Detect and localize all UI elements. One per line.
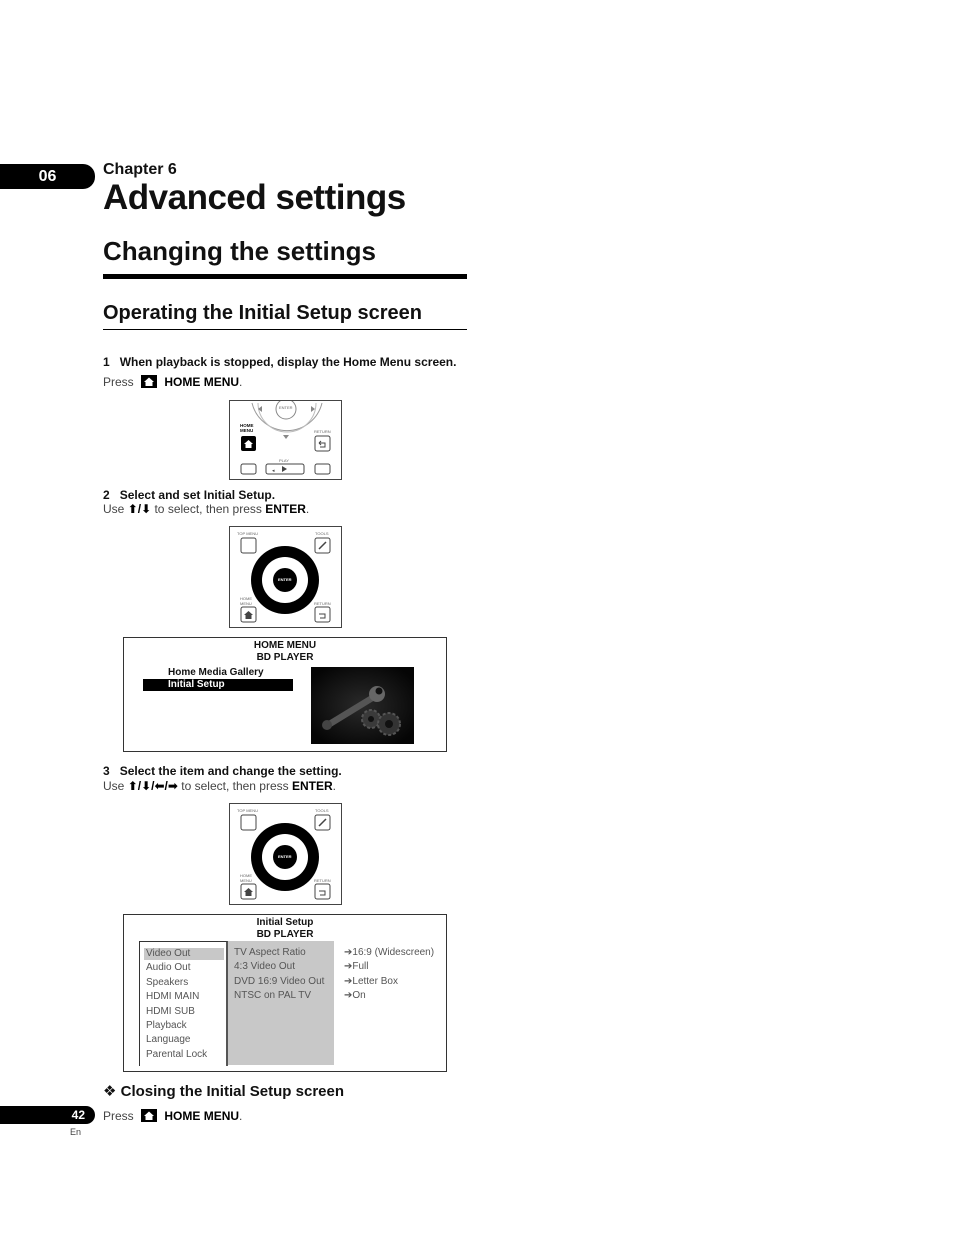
enter-label: ENTER (279, 405, 293, 410)
home-icon (141, 375, 157, 391)
top-menu-label: TOP MENU (237, 531, 258, 536)
tools-label: TOOLS (315, 531, 329, 536)
remote-diagram-2 (229, 526, 342, 628)
setup-category-item[interactable]: HDMI SUB (146, 1005, 195, 1017)
screen-title: Initial Setup (256, 917, 314, 928)
setup-category-item[interactable]: Speakers (146, 976, 189, 988)
chapter-label: Chapter 6 (103, 161, 177, 178)
wrench-gear-icon (311, 667, 414, 744)
step-3-instruction: Use ⬆/⬇/⬅/➡ to select, then press ENTER. (103, 779, 336, 793)
home-menu-screen (123, 637, 447, 752)
setup-value-item: ➔On (344, 990, 366, 1002)
enter-label: ENTER (278, 854, 292, 859)
play-label: PLAY (279, 458, 289, 463)
values-panel (342, 941, 442, 1065)
setup-option-item[interactable]: TV Aspect Ratio (234, 947, 306, 958)
home-menu-label: HOME MENU (240, 873, 252, 883)
diamond-bullet-icon: ❖ (103, 1083, 117, 1100)
home-icon (141, 1109, 157, 1125)
menu-item-home-media-gallery[interactable]: Home Media Gallery (168, 667, 264, 678)
initial-setup-screen (123, 914, 447, 1072)
home-menu-label: HOME MENU (240, 596, 252, 606)
setup-category-item[interactable]: Parental Lock (146, 1048, 208, 1060)
screen-subtitle: BD PLAYER (256, 652, 314, 663)
closing-heading: ❖ Closing the Initial Setup screen (103, 1083, 344, 1100)
arrow-four-way-icon: ⬆/⬇/⬅/➡ (127, 779, 178, 793)
setup-category-item[interactable]: HDMI MAIN (146, 991, 200, 1003)
setup-option-item[interactable]: NTSC on PAL TV (234, 990, 312, 1002)
section-rule (103, 274, 467, 279)
language-code: En (70, 1127, 82, 1137)
step-1: 1 When playback is stopped, display the Home Menu screen. (103, 355, 457, 369)
return-label: RETURN (314, 601, 331, 606)
screen-title: HOME MENU (253, 640, 317, 651)
setup-value-item: ➔Letter Box (344, 975, 398, 987)
chapter-number: 06 (38, 167, 57, 185)
page-title: Advanced settings (103, 178, 406, 217)
setup-category-item[interactable]: Language (146, 1034, 191, 1046)
setup-value-item: ➔16:9 (Widescreen) (344, 947, 435, 958)
tools-label: TOOLS (315, 808, 329, 813)
arrow-up-down-icon: ⬆/⬇ (127, 502, 152, 516)
setup-option-item[interactable]: DVD 16:9 Video Out (234, 975, 325, 987)
top-menu-label: TOP MENU (237, 808, 258, 813)
return-label: RETURN (314, 878, 331, 883)
page-number: 42 (71, 1108, 85, 1122)
step-1-instruction: Press HOME MENU. (103, 375, 243, 390)
closing-instruction: Press HOME MENU. (103, 1109, 243, 1124)
step-2: 2 Select and set Initial Setup. (103, 488, 276, 502)
setup-category-item[interactable]: Playback (146, 1020, 187, 1031)
category-list (139, 941, 228, 1066)
setup-category-item[interactable]: Video Out (144, 948, 224, 960)
subsection-rule (103, 329, 467, 330)
chapter-tab (0, 164, 95, 189)
menu-item-initial-setup[interactable]: Initial Setup (143, 679, 293, 691)
section-title: Changing the settings (103, 236, 376, 266)
home-menu-label: HOME MENU (240, 423, 254, 433)
step-3: 3 Select the item and change the setting. (103, 764, 342, 778)
setup-value-item: ➔Full (344, 961, 369, 973)
remote-diagram-1 (229, 400, 342, 480)
remote-diagram-3 (229, 803, 342, 905)
svg-text:◂: ◂ (272, 468, 275, 474)
setup-option-item[interactable]: 4:3 Video Out (234, 961, 295, 973)
enter-label: ENTER (278, 577, 292, 582)
step-2-instruction: Use ⬆/⬇ to select, then press ENTER. (103, 502, 310, 516)
page-number-tab (0, 1106, 95, 1124)
settings-panel (228, 941, 334, 1065)
setup-category-item[interactable]: Audio Out (146, 962, 191, 974)
subsection-title: Operating the Initial Setup screen (103, 302, 422, 324)
screen-subtitle: BD PLAYER (256, 929, 314, 940)
return-label: RETURN (314, 429, 331, 434)
